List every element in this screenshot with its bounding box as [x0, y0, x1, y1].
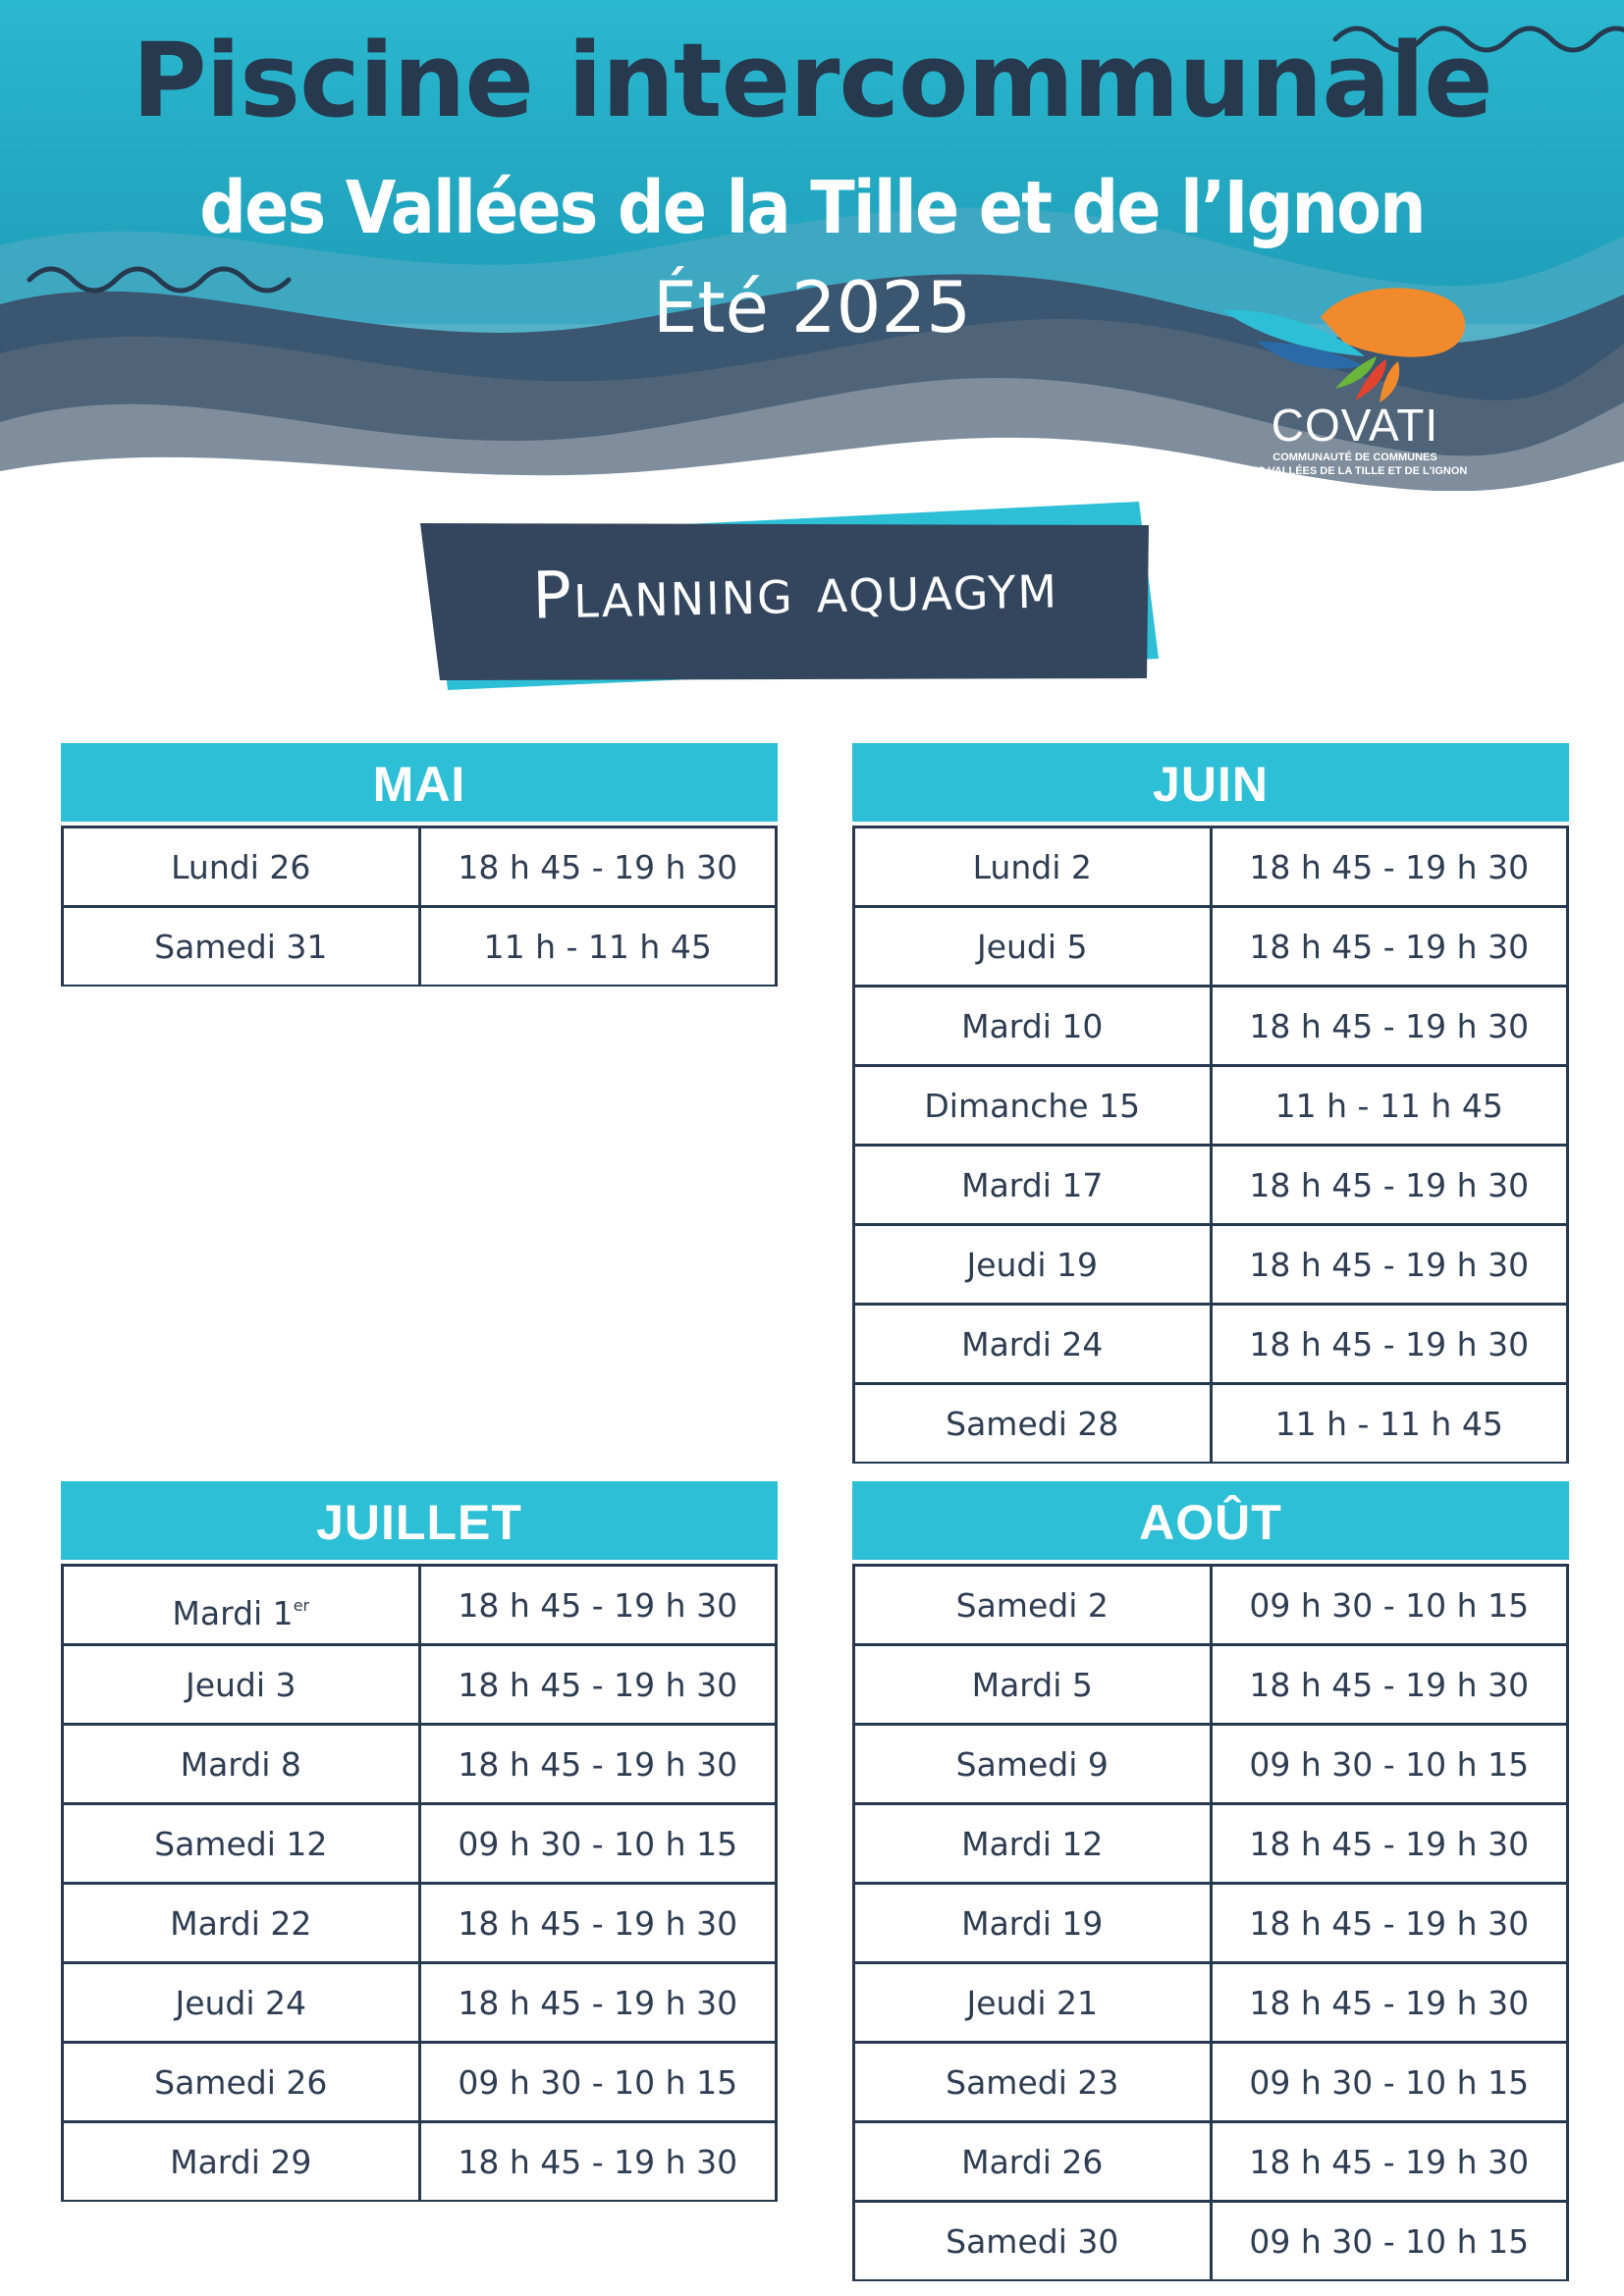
time-cell: 18 h 45 - 19 h 30: [458, 1745, 738, 1784]
table-row: [64, 1646, 775, 1726]
day-cell: Lundi 2: [855, 828, 1213, 905]
logo-subtitle-line1: COMMUNAUTÉ DE COMMUNES: [1272, 452, 1437, 463]
day-cell: Mardi 22: [64, 1885, 421, 1961]
time-cell: 18 h 45 - 19 h 30: [1249, 1984, 1530, 2022]
day-cell: Samedi 12: [64, 1805, 421, 1882]
day-cell: Samedi 31: [64, 908, 421, 985]
schedule-table: [61, 826, 778, 987]
schedule-table: [852, 826, 1569, 1464]
time-cell: 09 h 30 - 10 h 15: [458, 2063, 738, 2102]
month-header: AOÛT: [852, 1481, 1569, 1560]
time-cell: 18 h 45 - 19 h 30: [1249, 848, 1530, 886]
time-cell: 18 h 45 - 19 h 30: [1249, 1666, 1530, 1704]
day-cell: Samedi 30: [855, 2203, 1213, 2279]
table-row: [855, 1726, 1566, 1805]
month-header: MAI: [61, 743, 778, 822]
time-cell: 18 h 45 - 19 h 30: [1249, 1325, 1530, 1363]
table-row: [855, 2123, 1566, 2203]
planning-label: Planning aquagym: [531, 547, 1059, 634]
day-cell: Samedi 2: [855, 1567, 1213, 1643]
month-mai: [61, 743, 778, 987]
table-row: [855, 1385, 1566, 1463]
table-row: [855, 1067, 1566, 1147]
table-row: [64, 1885, 775, 1964]
time-cell: 18 h 45 - 19 h 30: [1249, 1246, 1530, 1284]
month-header: JUIN: [852, 743, 1569, 822]
time-cell: 09 h 30 - 10 h 15: [1249, 2222, 1530, 2261]
table-row: [855, 1306, 1566, 1385]
time-cell: 18 h 45 - 19 h 30: [458, 2143, 738, 2181]
logo-mark-icon: [1218, 273, 1492, 410]
day-cell: Dimanche 15: [855, 1067, 1213, 1144]
table-row: [855, 1567, 1566, 1646]
schedule-table: [61, 1564, 778, 2202]
day-cell: Mardi 26: [855, 2123, 1213, 2200]
page-title: Piscine intercommunale: [132, 21, 1492, 140]
day-cell: Mardi 5: [855, 1646, 1213, 1723]
day-cell: Mardi 24: [855, 1306, 1213, 1382]
table-row: [855, 1885, 1566, 1964]
day-cell: Jeudi 21: [855, 1964, 1213, 2041]
time-cell: 18 h 45 - 19 h 30: [1249, 2143, 1530, 2181]
table-row: [855, 2203, 1566, 2280]
month-juin: [852, 743, 1569, 1464]
day-cell: Samedi 9: [855, 1726, 1213, 1802]
table-row: [855, 908, 1566, 988]
time-cell: 18 h 45 - 19 h 30: [1249, 1825, 1530, 1863]
day-cell: Mardi 12: [855, 1805, 1213, 1882]
day-cell: [64, 1567, 421, 1643]
time-cell: 18 h 45 - 19 h 30: [1249, 1007, 1530, 1045]
day-cell: Mardi 29: [64, 2123, 421, 2200]
table-row: [64, 1726, 775, 1805]
time-cell: 18 h 45 - 19 h 30: [1249, 1904, 1530, 1943]
month-header: JUILLET: [61, 1481, 778, 1560]
time-cell: 09 h 30 - 10 h 15: [458, 1825, 738, 1863]
time-cell: 11 h - 11 h 45: [1274, 1405, 1503, 1443]
month-juillet: [61, 1481, 778, 2202]
logo-name: COVATI: [1271, 400, 1439, 451]
day-cell: Samedi 26: [64, 2044, 421, 2120]
season-label: Été 2025: [652, 266, 972, 348]
time-cell: 18 h 45 - 19 h 30: [458, 1666, 738, 1704]
table-row: [855, 1646, 1566, 1726]
table-row: [64, 1805, 775, 1885]
table-row: [855, 1226, 1566, 1306]
covati-logo: [1218, 273, 1492, 499]
time-cell: 18 h 45 - 19 h 30: [458, 1904, 738, 1943]
table-row: [855, 988, 1566, 1067]
day-cell: Jeudi 19: [855, 1226, 1213, 1303]
day-cell: Mardi 17: [855, 1147, 1213, 1223]
time-cell: 11 h - 11 h 45: [483, 928, 712, 966]
day-cell: Jeudi 5: [855, 908, 1213, 985]
day-cell: Samedi 28: [855, 1385, 1213, 1462]
ordinal-suffix: er: [293, 1596, 310, 1615]
table-row: [64, 1567, 775, 1646]
header-banner: [0, 0, 1624, 491]
time-cell: 11 h - 11 h 45: [1274, 1087, 1503, 1125]
table-row: [855, 1964, 1566, 2044]
table-row: [855, 828, 1566, 908]
day-text: Mardi 1: [172, 1594, 294, 1632]
time-cell: 18 h 45 - 19 h 30: [458, 1984, 738, 2022]
time-cell: 09 h 30 - 10 h 15: [1249, 1745, 1530, 1784]
day-cell: Jeudi 24: [64, 1964, 421, 2041]
table-row: [64, 828, 775, 908]
month-aout: [852, 1481, 1569, 2281]
day-cell: Samedi 23: [855, 2044, 1213, 2120]
planning-tag: [412, 496, 1178, 697]
day-cell: Mardi 19: [855, 1885, 1213, 1961]
day-cell: Jeudi 3: [64, 1646, 421, 1723]
table-row: [64, 908, 775, 986]
table-row: [64, 2044, 775, 2123]
schedule-table: [852, 1564, 1569, 2281]
day-cell: Mardi 8: [64, 1726, 421, 1802]
time-cell: 18 h 45 - 19 h 30: [1249, 1166, 1530, 1204]
time-cell: 18 h 45 - 19 h 30: [1249, 928, 1530, 966]
logo-subtitle-line2: DES VALLÉES DE LA TILLE ET DE L'IGNON: [1242, 465, 1468, 477]
day-cell: Lundi 26: [64, 828, 421, 905]
table-row: [855, 1147, 1566, 1226]
table-row: [64, 1964, 775, 2044]
time-cell: 18 h 45 - 19 h 30: [458, 1586, 738, 1625]
time-cell: 18 h 45 - 19 h 30: [458, 848, 738, 886]
table-row: [855, 2044, 1566, 2123]
day-cell: Mardi 10: [855, 988, 1213, 1064]
table-row: [64, 2123, 775, 2201]
page-subtitle: des Vallées de la Tille et de l’Ignon: [199, 166, 1425, 250]
time-cell: 09 h 30 - 10 h 15: [1249, 1586, 1530, 1625]
table-row: [855, 1805, 1566, 1885]
time-cell: 09 h 30 - 10 h 15: [1249, 2063, 1530, 2102]
